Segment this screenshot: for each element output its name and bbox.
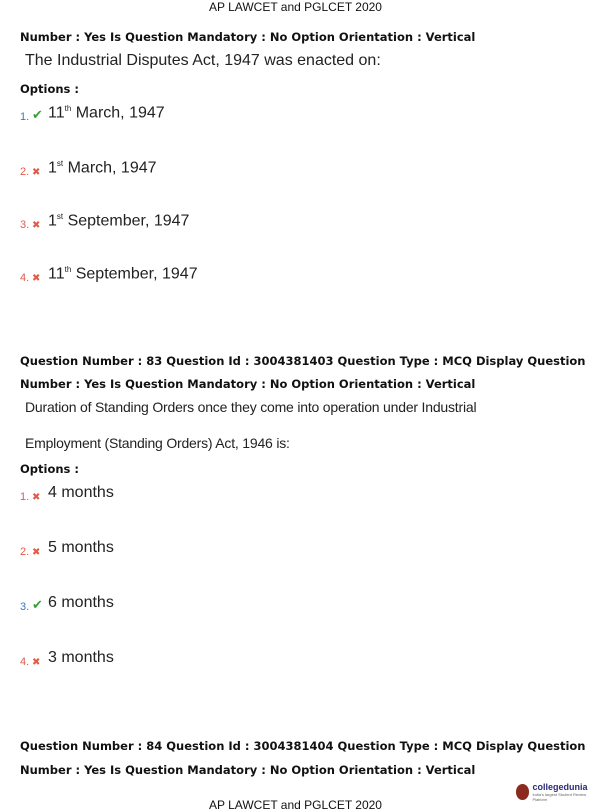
q3-meta-line-2: Number : Yes Is Question Mandatory : No Option Orientation : Vertical — [20, 763, 476, 777]
q2-meta-line-1: Question Number : 83 Question Id : 3004381403 Question Type : MCQ Display Question — [20, 354, 586, 368]
option-number: 4. — [20, 272, 30, 285]
cross-icon: ✖ — [32, 657, 41, 668]
option-number: 1. — [20, 491, 30, 503]
page-footer: AP LAWCET and PGLCET 2020 — [209, 798, 382, 812]
check-icon: ✔ — [32, 107, 43, 123]
q2-question-text-line-2: Employment (Standing Orders) Act, 1946 is: — [25, 435, 290, 451]
option-text: 1st March, 1947 — [48, 159, 157, 177]
q2-option-2 — [20, 539, 114, 558]
q1-option-2 — [20, 159, 157, 178]
option-number: 2. — [20, 546, 30, 558]
check-icon: ✔ — [32, 597, 43, 612]
cross-icon: ✖ — [32, 547, 41, 558]
option-text: 5 months — [48, 539, 114, 556]
q3-meta-line-1: Question Number : 84 Question Id : 3004381404 Question Type : MCQ Display Question — [20, 739, 586, 753]
q1-option-4 — [20, 265, 198, 284]
option-number: 3. — [20, 219, 30, 232]
q2-meta-line-2: Number : Yes Is Question Mandatory : No Option Orientation : Vertical — [20, 377, 476, 391]
q2-options-label: Options : — [20, 462, 79, 476]
cross-icon: ✖ — [32, 220, 41, 232]
q2-question-text-line-1: Duration of Standing Orders once they come into operation under Industrial — [25, 399, 477, 415]
q1-options-label: Options : — [20, 82, 79, 96]
logo-tagline: India's largest Student Review Platform — [532, 792, 587, 802]
option-text: 4 months — [48, 484, 114, 501]
cross-icon: ✖ — [32, 273, 41, 285]
q2-option-4 — [20, 649, 114, 668]
option-text: 1st September, 1947 — [48, 212, 190, 230]
option-number: 4. — [20, 656, 30, 668]
option-text: 11th March, 1947 — [48, 104, 165, 122]
q1-question-text: The Industrial Disputes Act, 1947 was enacted on: — [25, 52, 381, 69]
cross-icon: ✖ — [32, 167, 41, 179]
option-number: 2. — [20, 166, 30, 179]
option-number: 1. — [20, 111, 30, 124]
option-text: 3 months — [48, 649, 114, 666]
option-text: 6 months — [48, 594, 114, 611]
page-header: AP LAWCET and PGLCET 2020 — [209, 0, 382, 14]
q1-option-3 — [20, 212, 189, 231]
q2-option-1 — [20, 484, 114, 503]
q1-option-1 — [20, 104, 165, 123]
option-number: 3. — [20, 601, 30, 613]
cross-icon: ✖ — [32, 492, 41, 503]
logo-name: collegedunia — [532, 782, 588, 792]
q1-meta-line: Number : Yes Is Question Mandatory : No Option Orientation : Vertical — [20, 30, 476, 44]
q2-option-3 — [20, 594, 114, 613]
option-text: 11th September, 1947 — [48, 265, 198, 283]
